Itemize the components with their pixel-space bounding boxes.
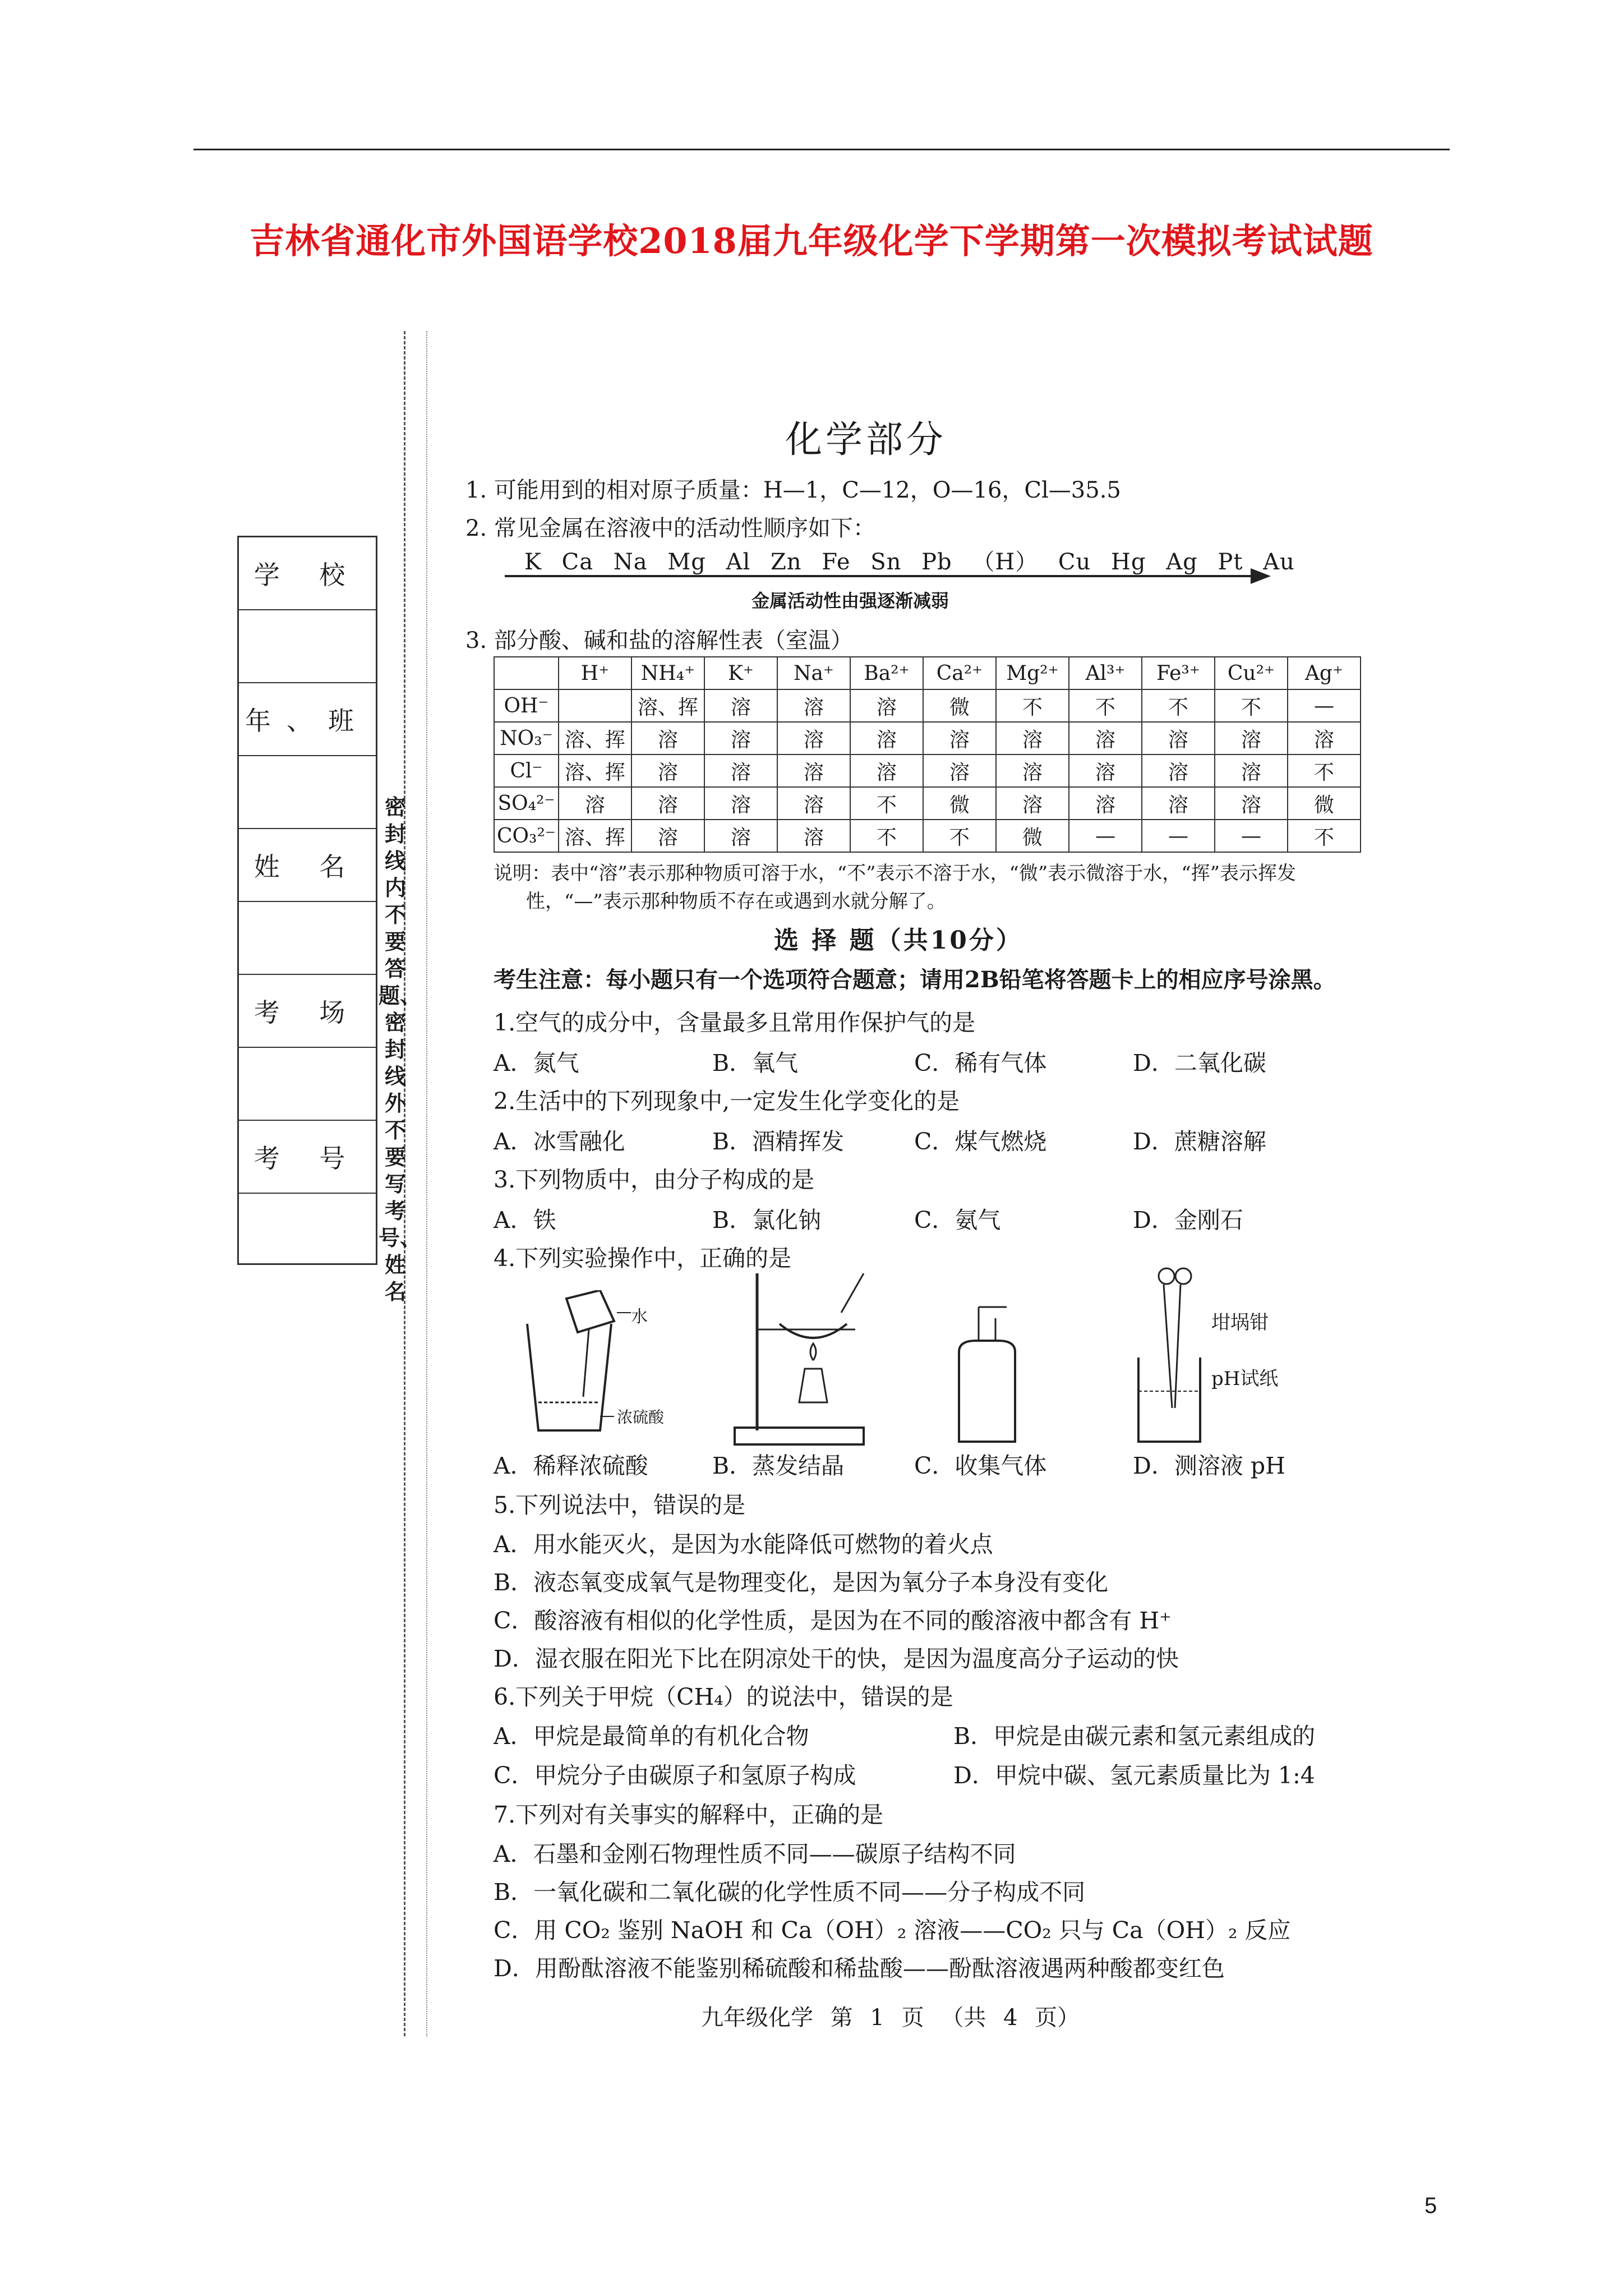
table-cell: 溶、挥	[631, 689, 704, 722]
question-5-option-b[interactable]: B．液态氧变成氧气是物理变化，是因为氧分子本身没有变化	[494, 1569, 1109, 1596]
table-cell: 溶	[923, 722, 996, 754]
intro-item-1: 1. 可能用到的相对原子质量：H—1，C—12，O—16，Cl—35.5	[465, 477, 1121, 503]
question-6-stem: 6.下列关于甲烷（CH₄）的说法中，错误的是	[494, 1683, 953, 1710]
anion-cell: SO₄²⁻	[494, 787, 559, 820]
question-3-option-b[interactable]: B．氯化钠	[712, 1207, 822, 1234]
question-2-option-c[interactable]: C．煤气燃烧	[914, 1128, 1047, 1155]
side-field-number: 考 号	[239, 1121, 376, 1194]
activity-arrow-line	[505, 575, 1256, 577]
table-cell: 溶	[777, 722, 850, 754]
question-6-option-c[interactable]: C．甲烷分子由碳原子和氢原子构成	[494, 1762, 856, 1789]
table-cell: 溶	[704, 689, 777, 722]
question-2-stem: 2.生活中的下列现象中,一定发生化学变化的是	[494, 1088, 960, 1115]
table-cell: 溶	[996, 787, 1069, 820]
table-cell: 溶	[1288, 722, 1361, 754]
cation-header: Ca²⁺	[923, 657, 996, 689]
table-cell: 不	[1215, 689, 1288, 722]
figure-a-water-label: 水	[631, 1307, 648, 1327]
table-cell: 溶	[777, 787, 850, 820]
question-4-option-a[interactable]: A．稀释浓硫酸	[494, 1452, 648, 1479]
table-cell: 不	[996, 689, 1069, 722]
table-cell: 溶	[704, 754, 777, 787]
figure-d-tongs-label: 坩埚钳	[1211, 1312, 1269, 1334]
question-3-option-d[interactable]: D．金刚石	[1133, 1207, 1243, 1234]
cation-header: K⁺	[704, 657, 777, 689]
question-1-option-a[interactable]: A．氮气	[494, 1050, 579, 1076]
metal-activity-series: K Ca Na Mg Al Zn Fe Sn Pb （H） Cu Hg Ag Pt Au	[524, 549, 1295, 575]
seal-warning-text: 密封线内不要答题、密封线外不要写考号、姓名	[379, 794, 422, 1304]
arrow-right-icon	[1251, 568, 1271, 584]
question-1-stem: 1.空气的成分中，含量最多且常用作保护气的是	[494, 1009, 976, 1036]
question-7-option-d[interactable]: D．用酚酞溶液不能鉴别稀硫酸和稀盐酸——酚酞溶液遇两种酸都变红色	[494, 1955, 1225, 1982]
multiple-choice-title: 选 择 题（共10分）	[774, 926, 1023, 955]
figure-gas-collection	[948, 1301, 1026, 1447]
question-6-option-b[interactable]: B．甲烷是由碳元素和氢元素组成的	[953, 1723, 1316, 1750]
question-2-option-d[interactable]: D．蔗糖溶解	[1133, 1128, 1266, 1155]
table-corner-cell	[494, 657, 559, 689]
question-1-option-c[interactable]: C．稀有气体	[914, 1050, 1047, 1076]
table-cell: 溶	[1142, 754, 1215, 787]
table-cell: 溶	[631, 787, 704, 820]
table-cell: 溶	[923, 754, 996, 787]
table-cell: 溶	[1069, 787, 1142, 820]
side-field-class-blank[interactable]	[239, 756, 376, 829]
anion-cell: CO₃²⁻	[494, 820, 559, 852]
question-1-option-b[interactable]: B．氧气	[712, 1050, 799, 1076]
question-5-option-d[interactable]: D．湿衣服在阳光下比在阴凉处干的快，是因为温度高分子运动的快	[494, 1645, 1179, 1672]
table-cell: 溶	[850, 722, 923, 754]
side-field-room-blank[interactable]	[239, 1048, 376, 1121]
side-field-name: 姓 名	[239, 829, 376, 902]
solubility-table	[494, 656, 1361, 853]
table-cell: 溶	[704, 722, 777, 754]
cation-header: NH₄⁺	[631, 657, 704, 689]
table-row	[494, 689, 1361, 722]
intro-item-2: 2. 常见金属在溶液中的活动性顺序如下：	[465, 516, 875, 541]
figure-ph-test	[1127, 1262, 1217, 1453]
table-cell: 溶	[1215, 722, 1288, 754]
page-number: 5	[1424, 2193, 1437, 2218]
note-line-2: 性，“—”表示那种物质不存在或遇到水就分解了。	[526, 890, 946, 913]
table-cell: 不	[1288, 820, 1361, 852]
question-6-option-d[interactable]: D．甲烷中碳、氢元素质量比为 1:4	[953, 1762, 1315, 1789]
question-3-option-a[interactable]: A．铁	[494, 1207, 556, 1234]
side-field-room: 考 场	[239, 975, 376, 1048]
table-cell: 溶	[631, 722, 704, 754]
table-cell: —	[1288, 689, 1361, 722]
cation-header: Fe³⁺	[1142, 657, 1215, 689]
question-5-option-a[interactable]: A．用水能灭火，是因为水能降低可燃物的着火点	[494, 1531, 993, 1558]
table-row	[494, 787, 1361, 820]
table-cell: 溶	[631, 820, 704, 852]
anion-cell: Cl⁻	[494, 754, 559, 787]
cation-header: H⁺	[559, 657, 631, 689]
question-7-option-c[interactable]: C．用 CO₂ 鉴别 NaOH 和 Ca（OH）₂ 溶液——CO₂ 只与 Ca（OH）₂ 反应	[494, 1917, 1291, 1944]
anion-cell: NO₃⁻	[494, 722, 559, 754]
cation-header: Ba²⁺	[850, 657, 923, 689]
table-row	[494, 722, 1361, 754]
table-cell: 溶	[559, 787, 631, 820]
table-cell: —	[1215, 820, 1288, 852]
figure-d-paper-label: pH试纸	[1211, 1368, 1279, 1390]
table-cell: 不	[923, 820, 996, 852]
side-field-school: 学 校	[239, 537, 376, 610]
table-cell: 溶	[996, 754, 1069, 787]
table-row	[494, 754, 1361, 787]
table-cell: 溶	[1215, 754, 1288, 787]
exam-notice: 考生注意：每小题只有一个选项符合题意；请用2B铅笔将答题卡上的相应序号涂黑。	[494, 967, 1336, 993]
table-cell: 微	[1288, 787, 1361, 820]
table-header-row	[494, 657, 1361, 689]
table-cell: 溶	[850, 689, 923, 722]
table-cell: —	[1069, 820, 1142, 852]
top-rule	[193, 149, 1450, 150]
table-cell: 溶	[1142, 787, 1215, 820]
table-cell: 不	[850, 787, 923, 820]
question-1-option-d[interactable]: D．二氧化碳	[1133, 1050, 1266, 1076]
question-4-option-c[interactable]: C．收集气体	[914, 1452, 1047, 1479]
table-row	[494, 820, 1361, 852]
cation-header: Cu²⁺	[1215, 657, 1288, 689]
table-cell: —	[1142, 820, 1215, 852]
question-3-stem: 3.下列物质中，由分子构成的是	[494, 1166, 815, 1193]
table-cell: 溶	[704, 787, 777, 820]
question-5-option-c[interactable]: C．酸溶液有相似的化学性质，是因为在不同的酸溶液中都含有 H⁺	[494, 1607, 1172, 1634]
table-cell: 溶	[996, 722, 1069, 754]
question-7-option-b[interactable]: B．一氧化碳和二氧化碳的化学性质不同——分子构成不同	[494, 1879, 1086, 1906]
table-cell: 溶	[850, 754, 923, 787]
figure-dilute-acid	[505, 1290, 651, 1453]
activity-arrow-caption: 金属活动性由强逐渐减弱	[751, 590, 949, 611]
question-6-option-a[interactable]: A．甲烷是最简单的有机化合物	[494, 1723, 809, 1750]
table-cell: 溶、挥	[559, 754, 631, 787]
table-cell: 不	[850, 820, 923, 852]
student-info-table	[237, 536, 377, 1265]
question-4-option-d[interactable]: D．测溶液 pH	[1133, 1452, 1285, 1479]
table-cell: 溶、挥	[559, 722, 631, 754]
cation-header: Mg²⁺	[996, 657, 1069, 689]
question-2-option-b[interactable]: B．酒精挥发	[712, 1128, 845, 1155]
table-cell: 微	[923, 787, 996, 820]
table-cell	[559, 689, 631, 722]
solubility-note	[494, 859, 1296, 915]
table-cell: 不	[1288, 754, 1361, 787]
figure-evaporation	[729, 1262, 875, 1453]
side-field-number-blank[interactable]	[239, 1194, 376, 1267]
question-2-option-a[interactable]: A．冰雪融化	[494, 1128, 625, 1155]
table-cell: 不	[1142, 689, 1215, 722]
table-cell: 溶、挥	[559, 820, 631, 852]
table-cell: 溶	[777, 820, 850, 852]
document-title: 吉林省通化市外国语学校2018届九年级化学下学期第一次模拟考试试题	[250, 220, 1373, 261]
table-cell: 微	[996, 820, 1069, 852]
table-cell: 溶	[631, 754, 704, 787]
table-cell: 溶	[777, 689, 850, 722]
side-field-class: 年、班	[239, 683, 376, 756]
side-field-school-blank[interactable]	[239, 610, 376, 683]
table-cell: 不	[1069, 689, 1142, 722]
page-footer: 九年级化学 第 1 页 （共 4 页）	[701, 2005, 1080, 2031]
cation-header: Al³⁺	[1069, 657, 1142, 689]
question-3-option-c[interactable]: C．氨气	[914, 1207, 1001, 1234]
table-cell: 溶	[1069, 722, 1142, 754]
question-5-stem: 5.下列说法中，错误的是	[494, 1492, 746, 1519]
question-4-option-b[interactable]: B．蒸发结晶	[712, 1452, 845, 1479]
intro-item-3: 3. 部分酸、碱和盐的溶解性表（室温）	[465, 628, 853, 654]
seal-dotted-line	[426, 331, 427, 2036]
anion-cell: OH⁻	[494, 689, 559, 722]
section-title: 化学部分	[785, 418, 947, 461]
table-cell: 微	[923, 689, 996, 722]
cation-header: Na⁺	[777, 657, 850, 689]
table-cell: 溶	[1069, 754, 1142, 787]
table-cell: 溶	[704, 820, 777, 852]
figure-a-acid-label: 浓硫酸	[617, 1408, 665, 1427]
question-4-stem: 4.下列实验操作中，正确的是	[494, 1245, 792, 1272]
cation-header: Ag⁺	[1288, 657, 1361, 689]
side-field-name-blank[interactable]	[239, 902, 376, 975]
question-7-stem: 7.下列对有关事实的解释中，正确的是	[494, 1801, 884, 1828]
question-7-option-a[interactable]: A．石墨和金刚石物理性质不同——碳原子结构不同	[494, 1841, 1016, 1867]
table-cell: 溶	[1215, 787, 1288, 820]
table-cell: 溶	[777, 754, 850, 787]
table-cell: 溶	[1142, 722, 1215, 754]
note-line-1: 说明：表中“溶”表示那种物质可溶于水，“不”表示不溶于水，“微”表示微溶于水，“挥”表示挥发	[494, 862, 1297, 885]
